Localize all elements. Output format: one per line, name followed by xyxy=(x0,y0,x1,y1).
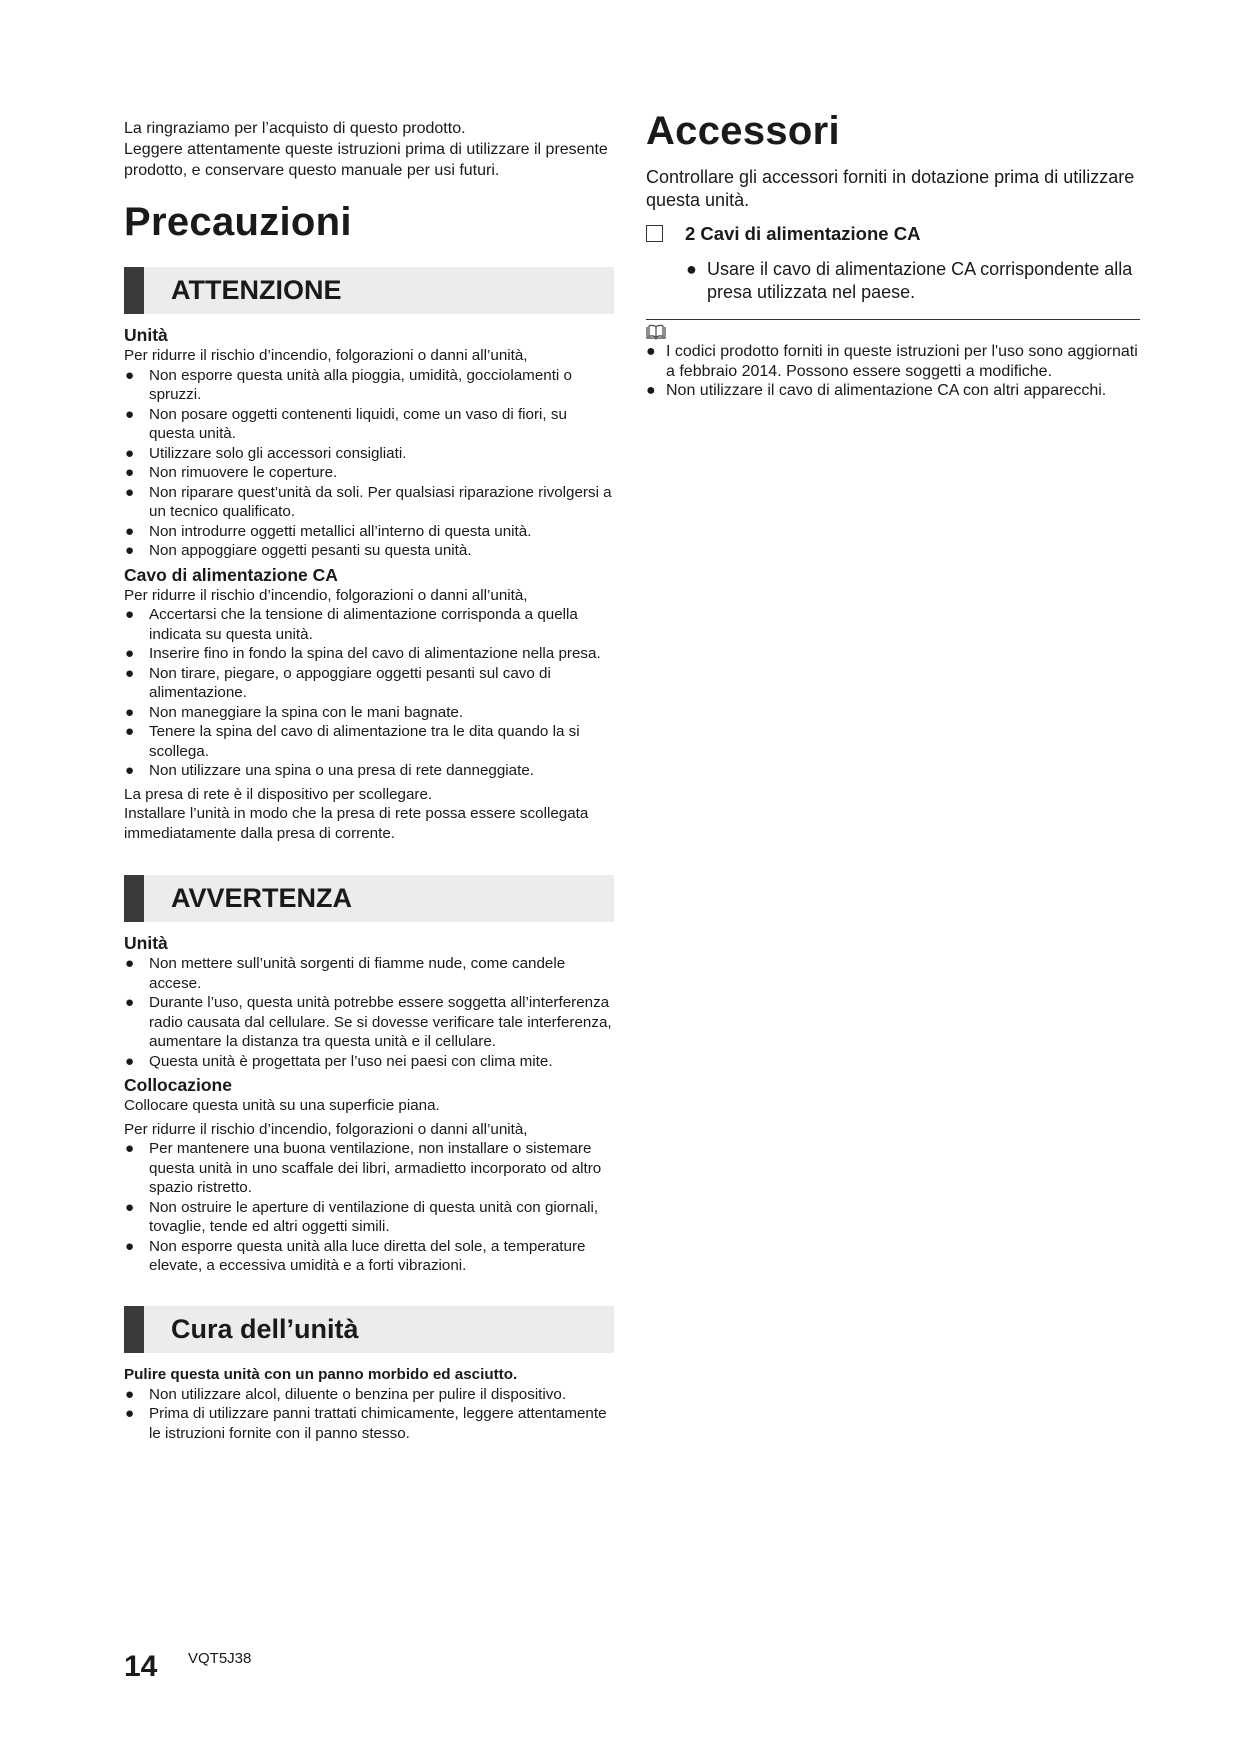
page-number: 14 xyxy=(124,1650,158,1683)
list-item: ● Non ostruire le aperture di ventilazione di questa unità con giornali, tovaglie, tende ed altri oggetti simili. xyxy=(125,1198,599,1235)
section-header-attenzione xyxy=(124,267,614,314)
bullet-icon: ● xyxy=(125,703,135,721)
bullet-icon: ● xyxy=(125,664,135,682)
document-code: VQT5J38 xyxy=(188,1650,252,1667)
bullet-icon: ● xyxy=(125,366,135,384)
collocazione-list xyxy=(124,1139,614,1276)
notes-list xyxy=(646,342,1146,401)
bullet-icon: ● xyxy=(125,444,135,462)
bullet-icon: ● xyxy=(125,955,135,972)
unita-list xyxy=(124,366,614,561)
list-item: ● Accertarsi che la tensione di alimentazione corrisponda a quella indicata su questa unità. xyxy=(125,606,578,643)
presa-note-2: Installare l’unità in modo che la presa di rete possa essere scollegata immediatamente dalla presa di corrente. xyxy=(124,805,589,842)
list-item: ● I codici prodotto forniti in queste istruzioni per l'uso sono aggiornati a febbraio 2014. Possono essere soggetti a modifiche. xyxy=(646,343,1138,380)
section-marker xyxy=(124,875,144,922)
list-item: ● Non appoggiare oggetti pesanti su questa unità. xyxy=(125,542,472,559)
unita-intro: Per ridurre il rischio d’incendio, folgorazioni o danni all’unità, xyxy=(124,347,528,364)
section-title-cura: Cura dell’unità xyxy=(171,1313,359,1344)
bullet-icon: ● xyxy=(125,645,135,662)
bullet-icon: ● xyxy=(125,606,135,623)
list-item: ● Inserire fino in fondo la spina del cavo di alimentazione nella presa. xyxy=(125,645,601,662)
list-item: ● Usare il cavo di alimentazione CA corrispondente alla presa utilizzata nel paese. xyxy=(686,259,1133,302)
bullet-icon: ● xyxy=(125,1385,135,1403)
bullet-icon: ● xyxy=(125,405,135,423)
bullet-icon: ● xyxy=(125,464,135,481)
bullet-icon: ● xyxy=(125,1140,135,1157)
subheading-collocazione: Collocazione xyxy=(124,1075,232,1095)
bullet-icon: ● xyxy=(686,259,697,279)
list-item: ● Questa unità è progettata per l’uso nei paesi con clima mite. xyxy=(125,1052,553,1070)
subheading-cavo: Cavo di alimentazione CA xyxy=(124,564,338,585)
bullet-icon: ● xyxy=(125,522,135,540)
cura-list xyxy=(124,1385,614,1444)
subheading-unita: Unità xyxy=(124,325,168,345)
bullet-icon: ● xyxy=(125,762,135,779)
list-item: ● Tenere la spina del cavo di alimentazione tra le dita quando la si scollega. xyxy=(125,723,580,760)
bullet-icon: ● xyxy=(125,1405,135,1422)
bullet-icon: ● xyxy=(125,483,135,501)
presa-note-1: La presa di rete è il dispositivo per scollegare. xyxy=(124,785,433,803)
list-item: ● Non mettere sull’unità sorgenti di fiamme nude, come candele accese. xyxy=(125,955,566,992)
list-item: ● Non introdurre oggetti metallici all’interno di questa unità. xyxy=(125,522,532,540)
list-item: ● Non tirare, piegare, o appoggiare oggetti pesanti sul cavo di alimentazione. xyxy=(125,664,551,701)
list-item: ● Non utilizzare alcol, diluente o benzina per pulire il dispositivo. xyxy=(125,1385,567,1403)
collocazione-text: Collocare questa unità su una superficie piana. xyxy=(124,1097,440,1114)
checkbox-icon xyxy=(646,225,663,242)
section-marker xyxy=(124,1306,144,1353)
cavo-list xyxy=(124,605,614,781)
section-title-attenzione: ATTENZIONE xyxy=(171,275,342,305)
divider xyxy=(646,319,1140,320)
collocazione-intro: Per ridurre il rischio d’incendio, folgorazioni o danni all’unità, xyxy=(124,1120,528,1138)
bullet-icon: ● xyxy=(125,1052,135,1070)
list-item: ● Non esporre questa unità alla pioggia, umidità, gocciolamenti o spruzzi. xyxy=(125,366,572,403)
list-item: ● Non riparare quest’unità da soli. Per qualsiasi riparazione rivolgersi a un tecnico qualificato. xyxy=(125,483,612,520)
note-book-icon xyxy=(646,324,1146,342)
bullet-icon: ● xyxy=(125,723,135,740)
list-item: ● Non rimuovere le coperture. xyxy=(125,464,338,481)
page-title-precauzioni: Precauzioni xyxy=(124,200,352,244)
accessori-intro: Controllare gli accessori forniti in dotazione prima di utilizzare questa unità. xyxy=(646,167,1135,210)
list-item: ● Utilizzare solo gli accessori consigliati. xyxy=(125,444,407,462)
page-title-accessori: Accessori xyxy=(646,109,840,153)
cavo-intro: Per ridurre il rischio d’incendio, folgorazioni o danni all’unità, xyxy=(124,586,528,604)
list-item: ● Non esporre questa unità alla luce diretta del sole, a temperature elevate, a eccessiva umidità e a forti vibrazioni. xyxy=(125,1237,586,1274)
intro-read-instructions: Leggere attentamente queste istruzioni prima di utilizzare il presente prodotto, e conservare questo manuale per usi futuri. xyxy=(124,141,608,179)
subheading-unita-avvertenza: Unità xyxy=(124,933,168,953)
accessory-label: 2 Cavi di alimentazione CA xyxy=(685,223,921,244)
list-item: ● Prima di utilizzare panni trattati chimicamente, leggere attentamente le istruzioni fornite con il panno stesso. xyxy=(125,1405,607,1442)
bullet-icon: ● xyxy=(125,542,135,559)
right-column xyxy=(646,108,1146,401)
section-marker xyxy=(124,267,144,314)
left-column xyxy=(124,118,614,1443)
list-item: ● Per mantenere una buona ventilazione, non installare o sistemare questa unità in uno scaffale dei libri, armadietto incorporato od altro spazio ristretto. xyxy=(125,1140,602,1196)
cura-bold-instruction: Pulire questa unità con un panno morbido ed asciutto. xyxy=(124,1365,518,1383)
bullet-icon: ● xyxy=(646,343,656,360)
avvertenza-unita-list xyxy=(124,954,614,1071)
bullet-icon: ● xyxy=(125,1198,135,1216)
accessory-item xyxy=(646,222,1146,246)
section-header-avvertenza xyxy=(124,875,614,922)
list-item: ● Non utilizzare il cavo di alimentazione CA con altri apparecchi. xyxy=(646,382,1107,399)
list-item: ● Non maneggiare la spina con le mani bagnate. xyxy=(125,703,464,721)
list-item: ● Durante l’uso, questa unità potrebbe essere soggetta all’interferenza radio causata dal cellulare. Se si dovesse verificare tale interferenza, aumentare la distanza tra questa unità e il cellulare. xyxy=(125,994,612,1050)
list-item: ● Non utilizzare una spina o una presa di rete danneggiate. xyxy=(125,762,535,779)
bullet-icon: ● xyxy=(125,994,135,1011)
section-title-avvertenza: AVVERTENZA xyxy=(171,883,353,913)
list-item: ● Non posare oggetti contenenti liquidi, come un vaso di fiori, su questa unità. xyxy=(125,405,567,442)
intro-thanks: La ringraziamo per l’acquisto di questo prodotto. xyxy=(124,120,466,137)
section-header-cura xyxy=(124,1306,614,1353)
accessory-note-list xyxy=(646,258,1146,303)
bullet-icon: ● xyxy=(646,382,656,399)
bullet-icon: ● xyxy=(125,1237,135,1255)
